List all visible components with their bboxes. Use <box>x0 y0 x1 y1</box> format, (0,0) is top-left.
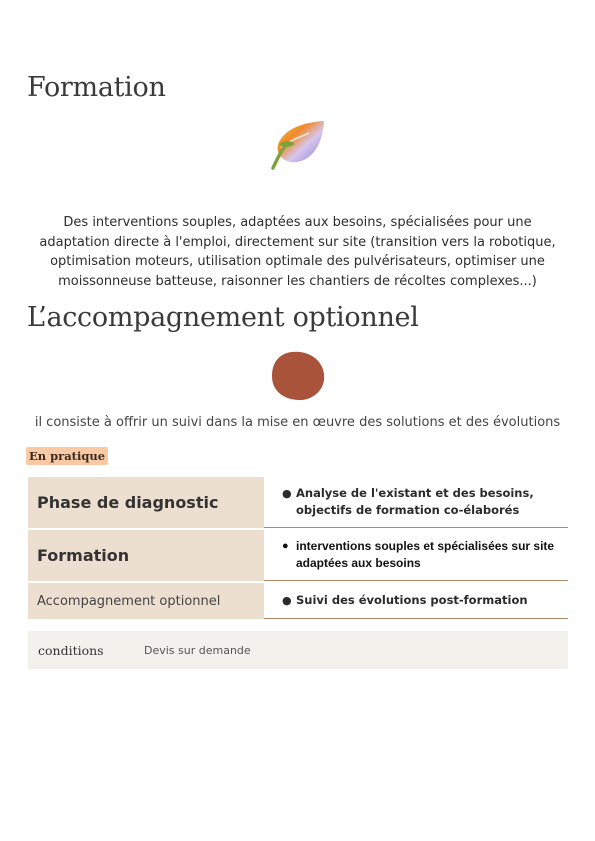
formation-description: Des interventions souples, adaptées aux besoins, spécialisées pour une adaptation directe à l'emploi, directement sur site (transition vers la robotique, optimisation moteurs, utilisation optimale des pulvérisateurs, optimiser une moissonneuse batteuse, raisonner les chantiers de récoltes complexes...) <box>39 215 556 289</box>
row-value-cell <box>264 583 568 619</box>
row-label-cell <box>28 477 264 528</box>
conditions-label: conditions <box>38 642 104 658</box>
bullet-text: Suivi des évolutions post-formation <box>296 593 528 607</box>
bullet-text: Analyse de l'existant et des besoins, objectifs de formation co-élaborés <box>296 486 534 517</box>
conditions-value: Devis sur demande <box>144 643 251 657</box>
row-label-cell <box>28 530 264 581</box>
bullet-icon: ● <box>282 540 289 552</box>
row-value-cell <box>264 530 568 581</box>
bullet-item <box>282 538 568 572</box>
brown-blob-icon <box>270 350 326 402</box>
table-row <box>28 583 568 619</box>
details-table <box>28 477 568 619</box>
bullet-icon: ● <box>282 487 292 500</box>
row-label: Formation <box>37 546 130 565</box>
row-label: Phase de diagnostic <box>37 493 219 512</box>
section-title-formation: Formation <box>27 72 166 103</box>
table-row <box>28 477 568 528</box>
section-title-accompagnement: L’accompagnement optionnel <box>27 302 419 333</box>
table-row <box>28 530 568 581</box>
en-pratique-badge: En pratique <box>26 447 108 465</box>
row-value-cell <box>264 477 568 528</box>
accompagnement-description: il consiste à offrir un suivi dans la mise en œuvre des solutions et des évolutions <box>34 415 561 430</box>
bullet-text: interventions souples et spécialisées sur site adaptées aux besoins <box>296 539 555 570</box>
bullet-item <box>282 592 528 609</box>
row-label-cell <box>28 583 264 619</box>
conditions-row <box>28 631 568 669</box>
bullet-icon: ● <box>282 594 292 607</box>
leaf-icon <box>269 118 327 172</box>
bullet-item <box>282 485 568 519</box>
row-label: Accompagnement optionnel <box>37 593 221 609</box>
